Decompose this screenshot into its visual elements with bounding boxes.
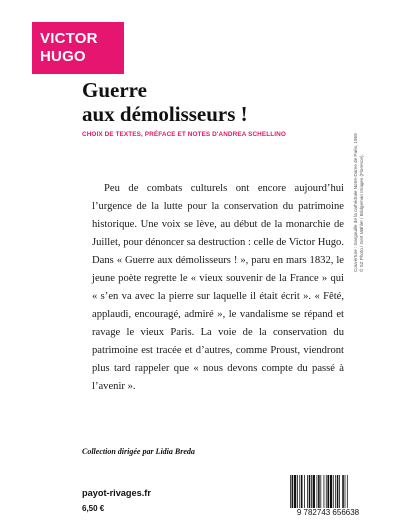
back-cover-blurb <box>92 180 344 396</box>
author-first-name: VICTOR <box>40 30 98 47</box>
collection-editor: Collection dirigée par Lidia Breda <box>82 447 195 456</box>
barcode-bars-icon <box>286 475 370 509</box>
book-price: 6,50 € <box>82 504 105 513</box>
author-last-name: HUGO <box>40 48 86 65</box>
publisher-website: payot-rivages.fr <box>82 488 151 498</box>
blurb-text: Peu de combats culturels ont encore aujourd’hui l’urgence de la lutte pour la conservation du patrimoine historique. Une voix se lève, au début de la monarchie de Juillet, pour dénoncer sa destruction : celle de Victor Hugo. Dans « Guerre aux démolisseurs ! », paru en mars 1832, le jeune poète regrette le « vieux souvenir de la France » qui « s’en va avec la pierre sur laquelle il était écrit ». « Fêté, applaudi, encouragé, admiré », le vandalisme se répand et ravage le vieux Paris. La voie de la conservation du patrimoine est tracée et d’autres, comme Proust, viendront plus tard rappeler que « nous devons compte du passé à l’avenir ». <box>92 183 344 392</box>
credit-line-2: © SZ Photo / Gert Mähler / Bridgeman Images (Florence). <box>359 154 364 272</box>
credit-line-1: Couverture : Gargouille de la cathédrale Notre-Dame de Paris, 1959 <box>353 133 358 272</box>
book-title-line-1: Guerre <box>82 78 147 102</box>
author-label <box>32 22 124 74</box>
isbn-barcode <box>286 475 370 517</box>
book-subtitle: CHOIX DE TEXTES, PRÉFACE ET NOTES D'ANDREA SCHELLINO <box>82 131 286 138</box>
book-back-cover <box>32 22 368 517</box>
book-title-line-2: aux démolisseurs ! <box>82 102 248 126</box>
book-title <box>82 78 248 126</box>
cover-photo-credit <box>353 32 375 272</box>
isbn-number: 9 782743 656638 <box>286 508 370 517</box>
